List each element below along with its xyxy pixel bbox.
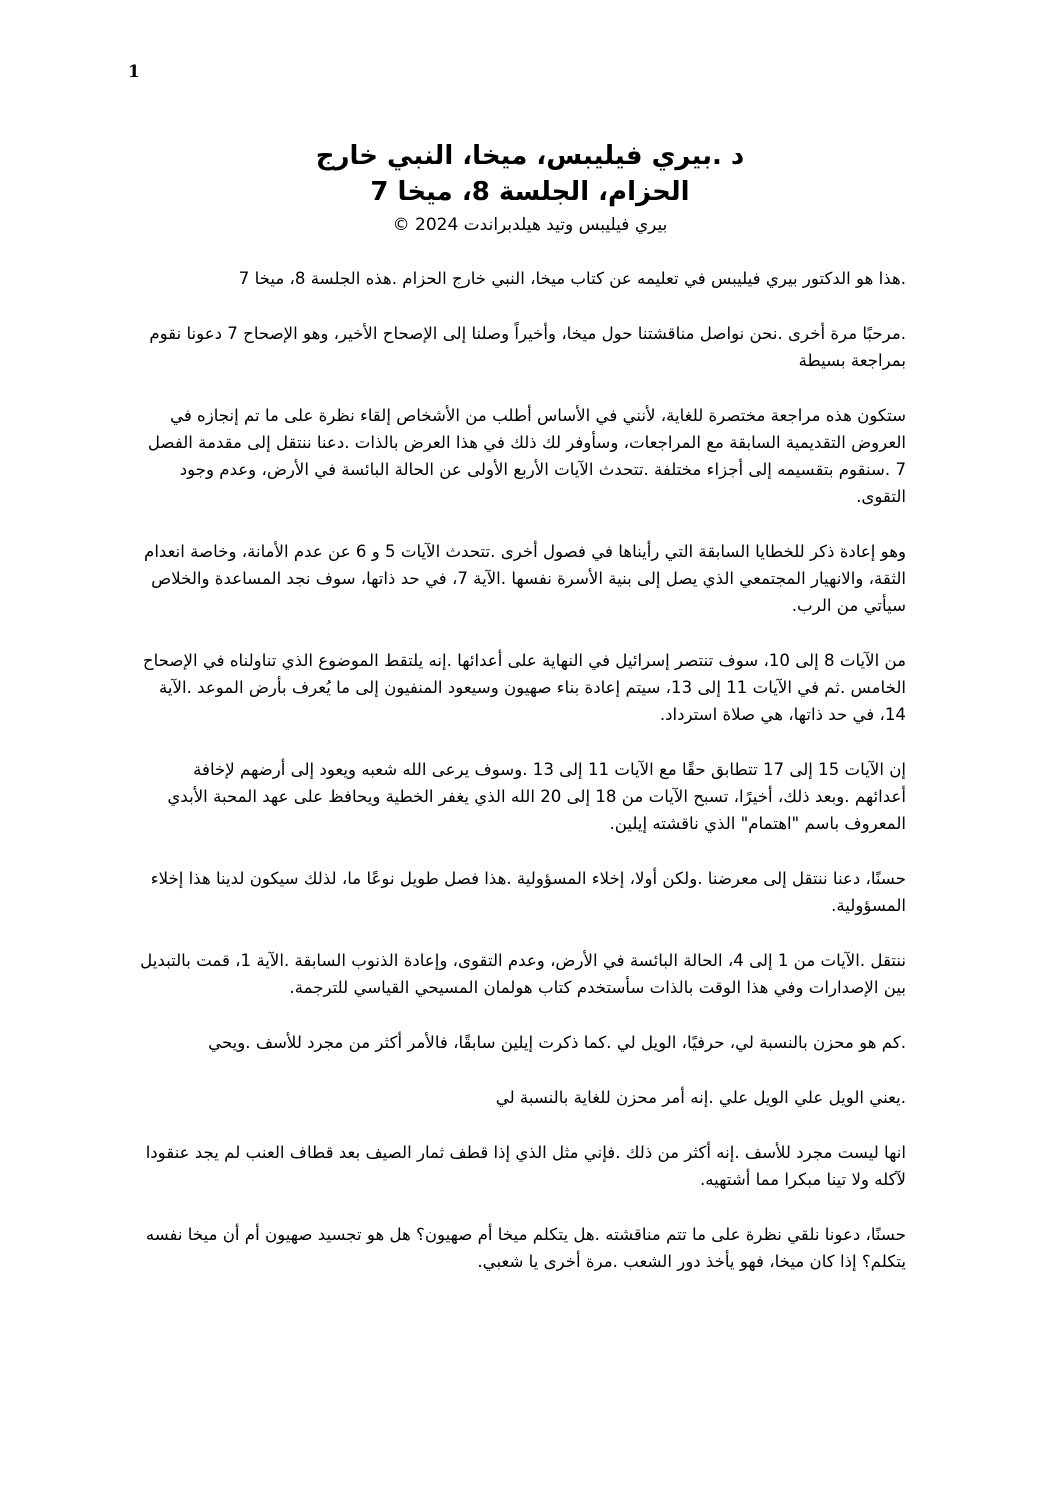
paragraph: ستكون هذه مراجعة مختصرة للغاية، لأنني في الأساس أطلب من الأشخاص إلقاء نظرة على ما تم إنجازه في العروض التقديمية السابقة مع المراجعات، وسأوفر لك ذلك في هذا العرض بالذات .دعنا ننتقل إلى مقدمة الفصل 7 .سنقوم بتقسيمه إلى أجزاء مختلفة .تتحدث الآيات الأربع الأولى عن الحالة البائسة في الأرض، وعدم وجود التقوى. bbox=[147, 406, 906, 506]
title-line-2: الحزام، الجلسة 8، ميخا 7 bbox=[370, 177, 690, 207]
paragraph: وهو إعادة ذكر للخطايا السابقة التي رأيناها في فصول أخرى .تتحدث الآيات 5 و 6 عن عدم الأمانة، وخاصة انعدام الثقة، والانهيار المجتمعي الذي يصل إلى بنية الأسرة نفسها .الآية 7، في حد ذاتها، سوف نجد المساعدة والخلاص سيأتي من الرب. bbox=[144, 542, 906, 615]
paragraph: .هذا هو الدكتور بيري فيليبس في تعليمه عن كتاب ميخا، النبي خارج الحزام .هذه الجلسة 8، ميخا 7 bbox=[238, 269, 906, 288]
document-body bbox=[140, 265, 906, 1303]
paragraph: .يعني الويل علي الويل علي .إنه أمر محزن للغاية بالنسبة لي bbox=[495, 1088, 906, 1107]
paragraph: إن الآيات 15 إلى 17 تتطابق حقًا مع الآيات 11 إلى 13 .وسوف يرعى الله شعبه ويعود إلى أرضهم لإخافة أعدائهم .وبعد ذلك، أخيرًا، تسبح الآيات من 18 إلى 20 الله الذي يغفر الخطية ويحافظ على عهد المحبة الأبدي المعروف باسم "اهتمام" الذي ناقشته إيلين. bbox=[167, 760, 906, 833]
title-line-1: د .بيري فيليبس، ميخا، النبي خارج bbox=[315, 141, 745, 171]
paragraph: حسنًا، دعونا نلقي نظرة على ما تتم مناقشته .هل يتكلم ميخا أم صهيون؟ هل هو تجسيد صهيون أم أن ميخا نفسه يتكلم؟ إذا كان ميخا، فهو يأخذ دور الشعب .مرة أخرى يا شعبي. bbox=[145, 1225, 906, 1271]
paragraph: انها ليست مجرد للأسف .إنه أكثر من ذلك .فإني مثل الذي إذا قطف ثمار الصيف بعد قطاف العنب لم يجد عنقودا لآكله ولا تينا مبكرا مما أشتهيه. bbox=[145, 1143, 906, 1189]
paragraph: من الآيات 8 إلى 10، سوف تنتصر إسرائيل في النهاية على أعدائها .إنه يلتقط الموضوع الذي تناولناه في الإصحاح الخامس .ثم في الآيات 11 إلى 13، سيتم إعادة بناء صهيون وسيعود المنفيون إلى ما يُعرف بأرض الموعد .الآية 14، في حد ذاتها، هي صلاة استرداد. bbox=[142, 651, 906, 724]
paragraph: حسنًا، دعنا ننتقل إلى معرضنا .ولكن أولا، إخلاء المسؤولية .هذا فصل طويل نوعًا ما، لذلك سيكون لدينا هذا إخلاء المسؤولية. bbox=[150, 869, 906, 915]
page-number: 1 bbox=[128, 62, 140, 82]
paragraph: .كم هو محزن بالنسبة لي، حرفيًا، الويل لي .كما ذكرت إيلين سابقًا، فالأمر أكثر من مجرد للأسف .ويحي bbox=[208, 1033, 906, 1052]
document-header bbox=[120, 138, 940, 240]
paragraph: .مرحبًا مرة أخرى .نحن نواصل مناقشتنا حول ميخا، وأخيراً وصلنا إلى الإصحاح الأخير، وهو الإصحاح 7 دعونا نقوم بمراجعة بسيطة bbox=[149, 324, 906, 370]
copyright-line: بيري فيليبس وتيد هيلدبراندت 2024 © bbox=[392, 215, 668, 235]
paragraph: ننتقل .الآيات من 1 إلى 4، الحالة البائسة في الأرض، وعدم التقوى، وإعادة الذنوب السابقة .الآية 1، قمت بالتبديل بين الإصدارات وفي هذا الوقت بالذات سأستخدم كتاب هولمان المسيحي القياسي للترجمة. bbox=[140, 951, 906, 997]
